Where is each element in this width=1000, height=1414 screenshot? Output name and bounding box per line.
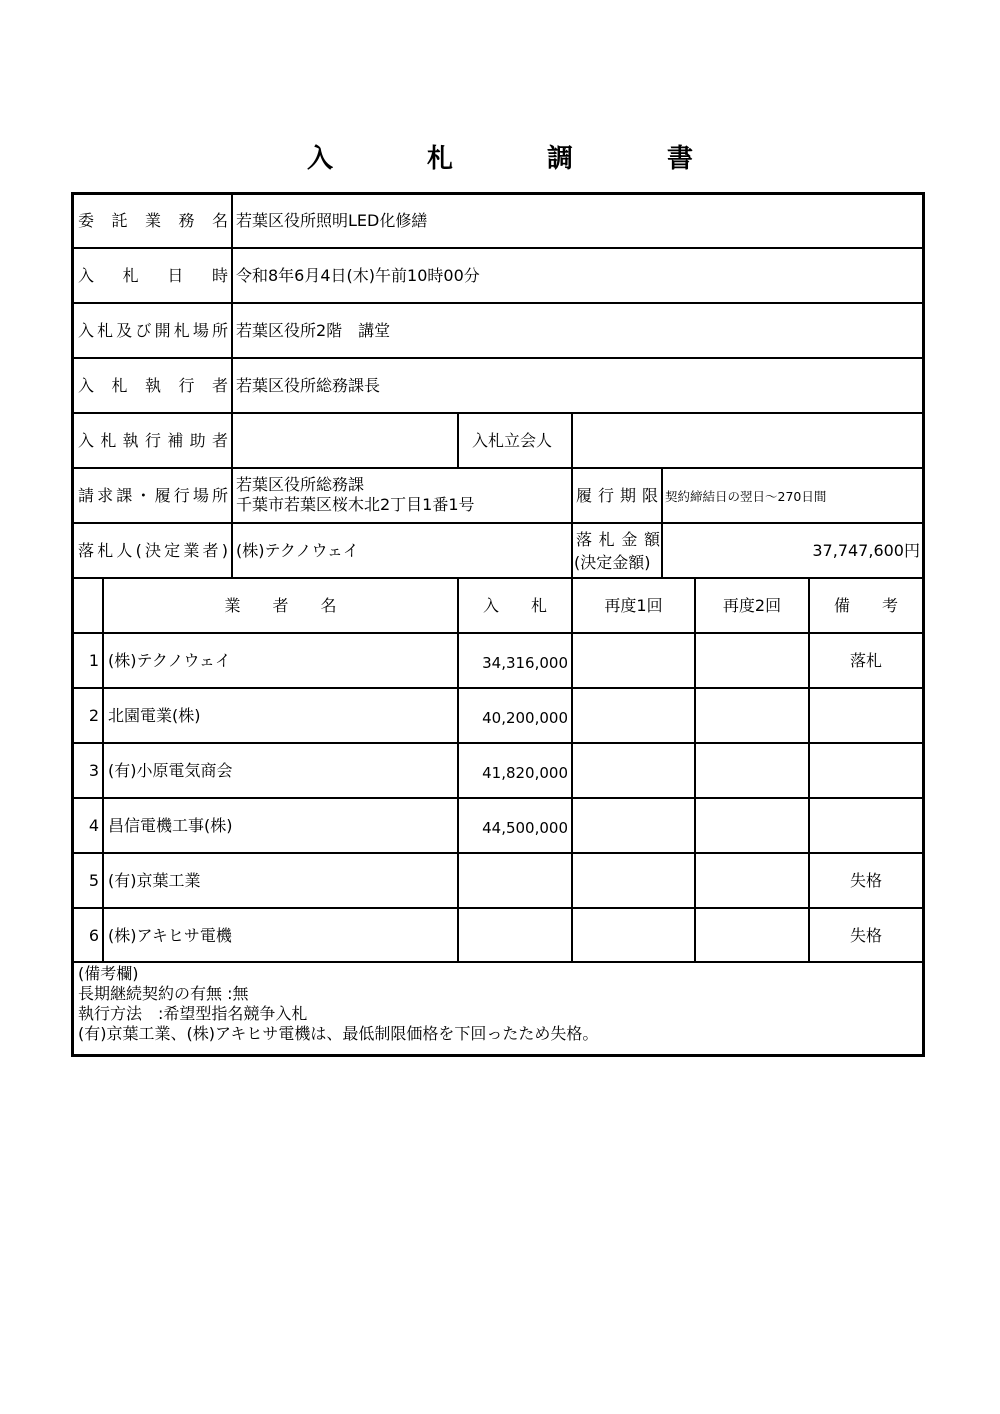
witness-label: 入札立会人 [472, 431, 553, 450]
amount-label-line1: 落札金額 [576, 530, 660, 549]
col-header-rebid2: 再度2回 [722, 596, 782, 615]
row-divider [74, 907, 922, 909]
notes-line2: 執行方法 :希望型指名競争入札 [78, 1004, 308, 1023]
col-divider [102, 577, 104, 961]
datetime-label: 入札日時 [78, 266, 228, 285]
executor-label: 入札執行者 [78, 376, 228, 395]
row-divider [74, 522, 922, 524]
amount-value: 37,747,600円 [812, 541, 920, 560]
bid-amount: 41,820,000 [482, 764, 568, 782]
row-divider [74, 687, 922, 689]
col-divider [571, 412, 573, 577]
place-value: 若葉区役所2階 講堂 [236, 321, 391, 340]
bid-report-frame [71, 192, 925, 1057]
billing-value-line1: 若葉区役所総務課 [236, 475, 365, 494]
row-divider [74, 247, 922, 249]
company-name: 昌信電機工事(株) [108, 816, 233, 835]
page-title: 入 札 調 書 [306, 144, 727, 174]
row-divider [74, 412, 922, 414]
row-divider [74, 357, 922, 359]
billing-label: 請求課・履行場所 [78, 486, 228, 505]
remarks: 失格 [849, 926, 882, 945]
company-name: (株)テクノウェイ [108, 651, 231, 670]
col-divider [457, 412, 459, 467]
notes-line1: 長期継続契約の有無 :無 [78, 984, 249, 1003]
company-name: (有)京葉工業 [108, 871, 201, 890]
winner-label: 落札人(決定業者) [78, 541, 228, 560]
row-divider [74, 632, 922, 634]
col-divider [231, 195, 233, 577]
amount-label-line2: (決定金額) [574, 553, 651, 572]
notes-line3: (有)京葉工業、(株)アキヒサ電機は、最低制限価格を下回ったため失格。 [78, 1024, 599, 1043]
executor-value: 若葉区役所総務課長 [236, 376, 381, 395]
period-label: 履行期限 [576, 486, 658, 505]
row-number: 3 [88, 761, 99, 780]
company-name: (有)小原電気商会 [108, 761, 233, 780]
billing-value-line2: 千葉市若葉区桜木北2丁目1番1号 [236, 495, 475, 514]
bid-amount: 44,500,000 [482, 819, 568, 837]
remarks: 落札 [849, 651, 882, 670]
row-divider [74, 797, 922, 799]
row-number: 6 [88, 926, 99, 945]
col-divider [808, 577, 810, 961]
winner-value: (株)テクノウェイ [236, 541, 359, 560]
remarks: 失格 [849, 871, 882, 890]
row-number: 2 [88, 706, 99, 725]
row-divider [74, 852, 922, 854]
col-divider [661, 467, 663, 577]
row-number: 1 [88, 651, 99, 670]
row-divider [74, 467, 922, 469]
row-divider [74, 577, 922, 579]
bid-amount: 34,316,000 [482, 654, 568, 672]
col-header-rebid1: 再度1回 [604, 596, 663, 615]
period-value: 契約締結日の翌日～270日間 [665, 489, 827, 504]
row-divider [74, 742, 922, 744]
company-name: 北園電業(株) [108, 706, 201, 725]
row-divider [74, 302, 922, 304]
assistant-label: 入札執行補助者 [78, 431, 228, 450]
row-number: 4 [88, 816, 99, 835]
company-name: (株)アキヒサ電機 [108, 926, 232, 945]
col-header-company: 業 者 名 [224, 596, 337, 615]
datetime-value: 令和8年6月4日(木)午前10時00分 [236, 266, 480, 285]
bid-amount: 40,200,000 [482, 709, 568, 727]
col-header-bid: 入 札 [482, 596, 547, 615]
row-number: 5 [88, 871, 99, 890]
task-name-value: 若葉区役所照明LED化修繕 [236, 211, 428, 230]
row-divider [74, 961, 922, 963]
notes-heading: (備考欄) [78, 964, 139, 983]
col-divider [571, 577, 573, 961]
col-divider [694, 577, 696, 961]
place-label: 入札及び開札場所 [78, 321, 228, 340]
col-header-remarks: 備 考 [833, 596, 898, 615]
task-name-label: 委託業務名 [78, 211, 228, 230]
